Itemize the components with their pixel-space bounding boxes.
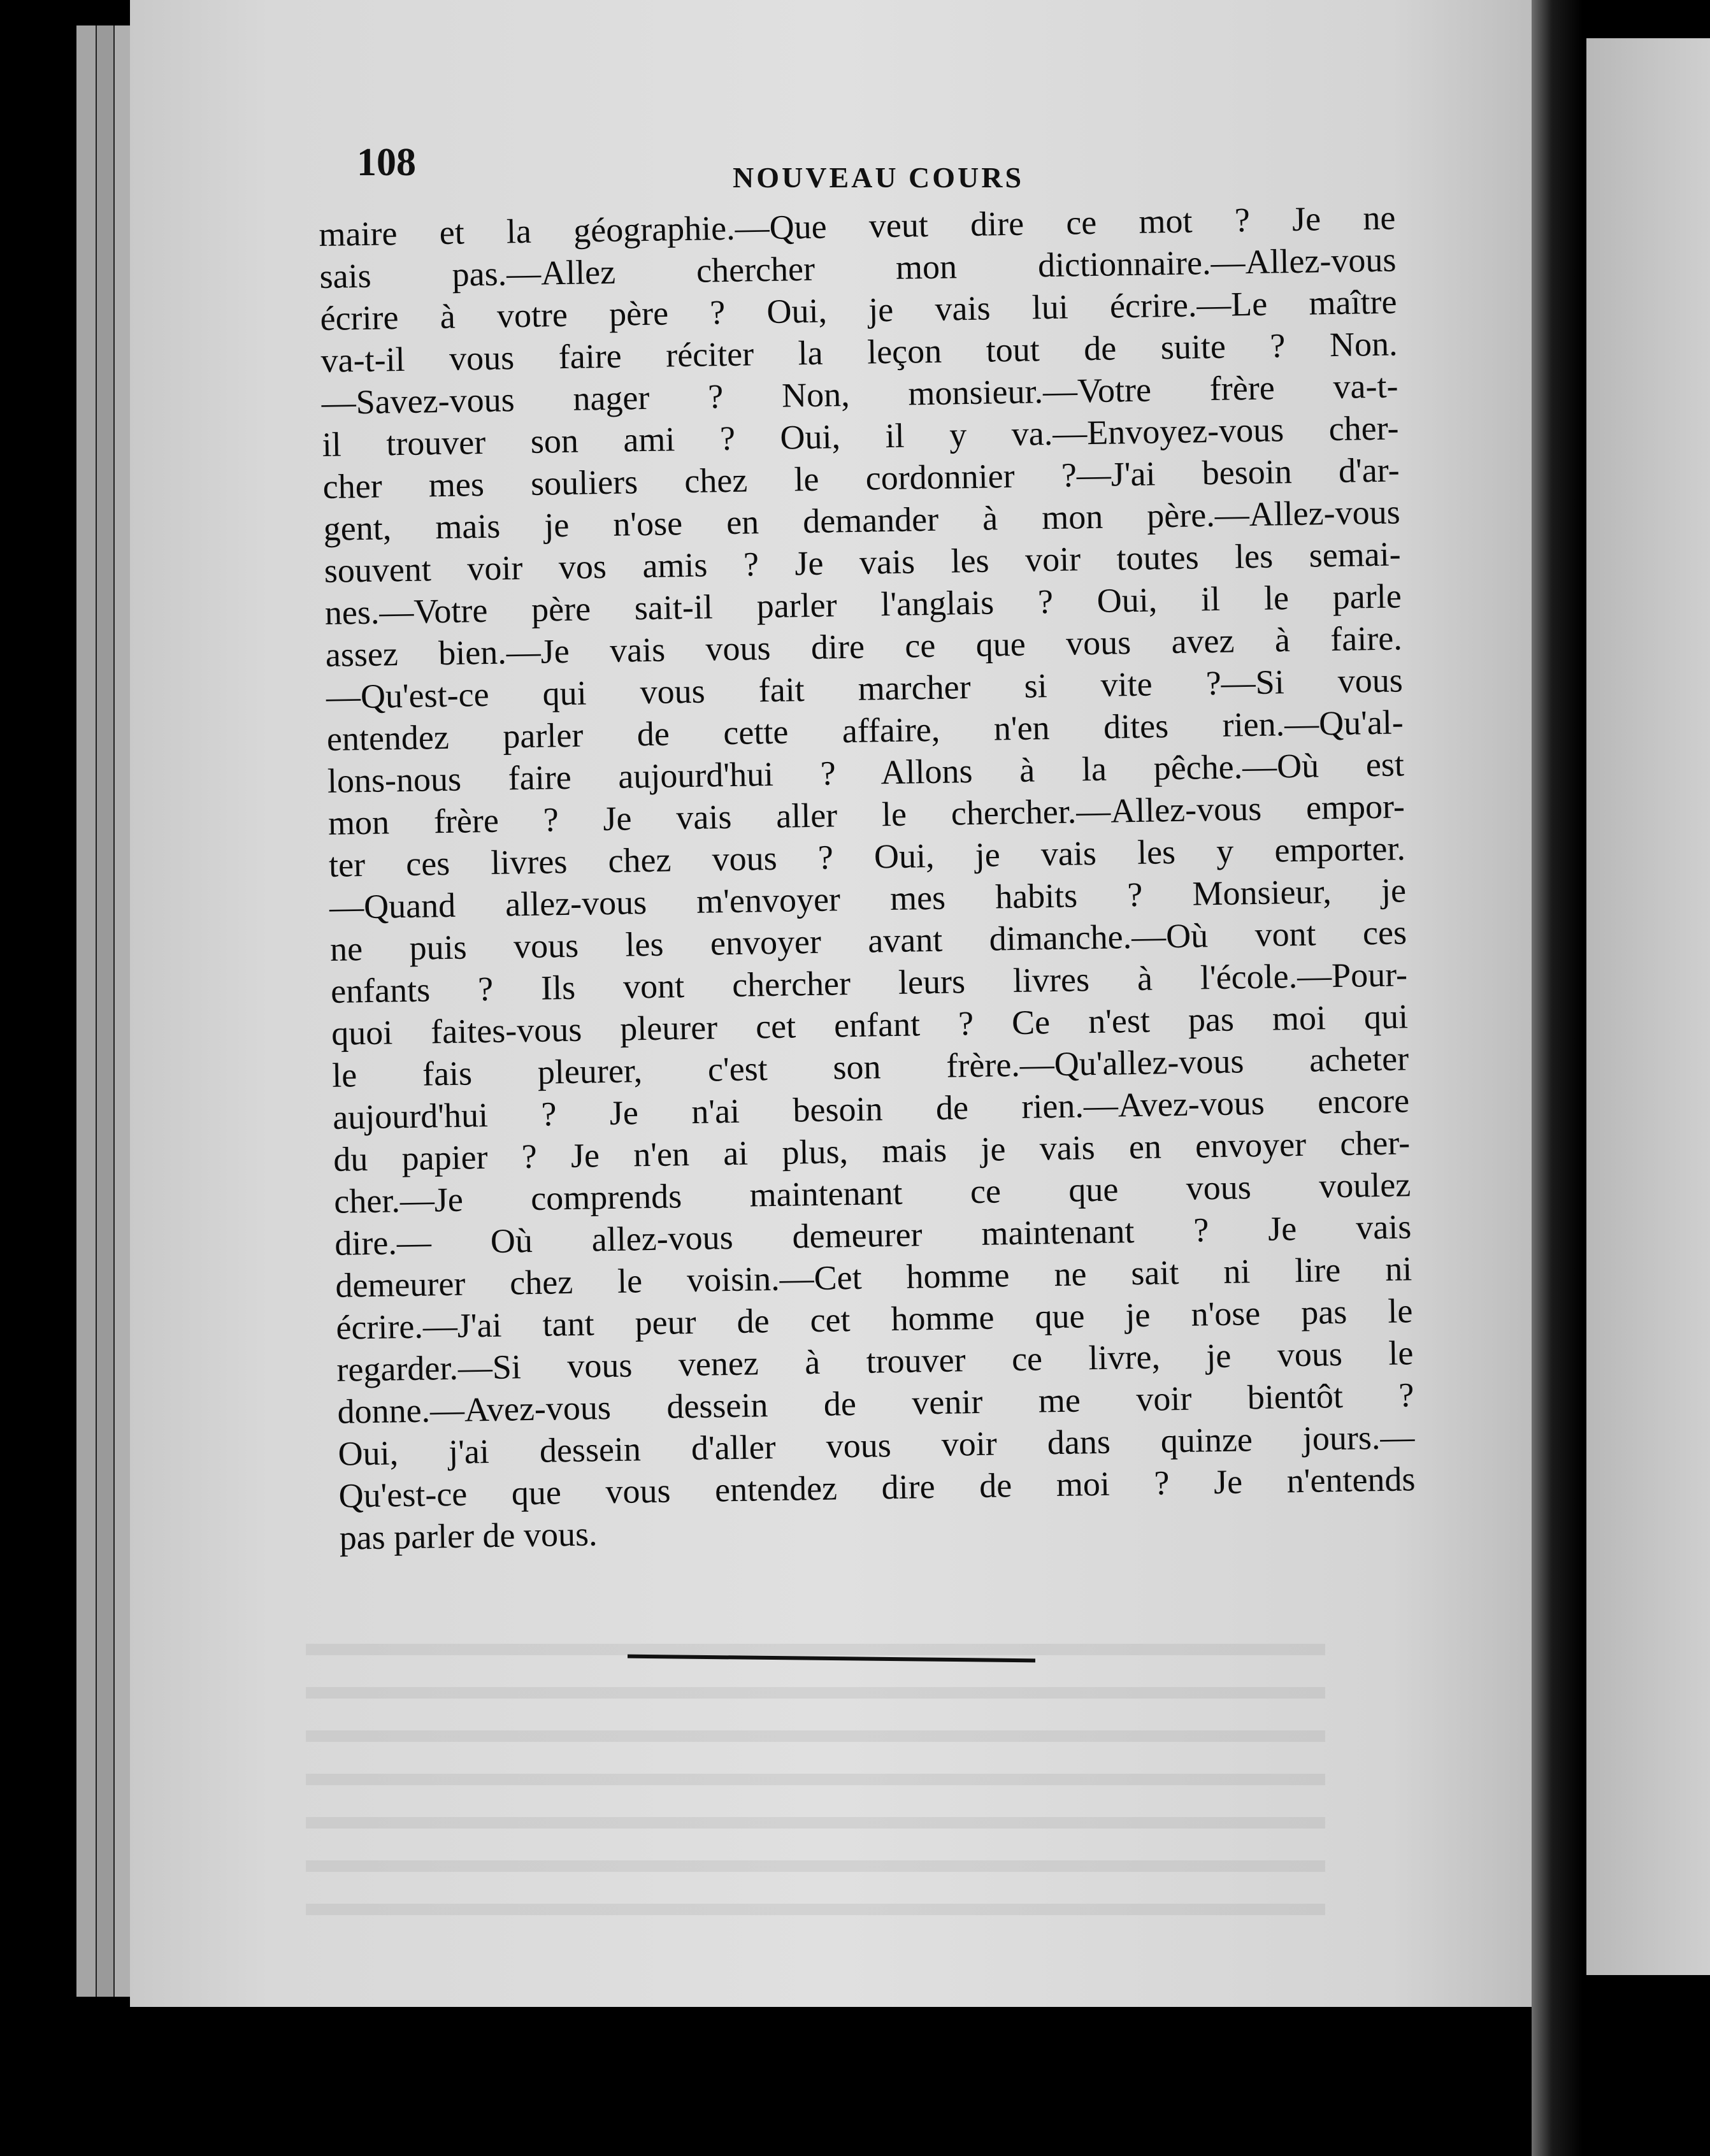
page-edge xyxy=(97,25,115,1997)
text-line: lons-nous faire aujourd'hui ? Allons à la pêche.—Où est xyxy=(327,745,1405,800)
text-line: mon frère ? Je vais aller le chercher.—Allez-vous empor- xyxy=(327,787,1405,842)
text-line: donne.—Avez-vous dessein de venir me voir bientôt ? xyxy=(337,1376,1414,1431)
text-line: cher.—Je comprends maintenant ce que vous voulez xyxy=(333,1165,1411,1221)
page-number: 108 xyxy=(357,141,416,184)
text-line: quoi faites-vous pleurer cet enfant ? Ce n'est pas moi qui xyxy=(331,997,1409,1053)
text-line: dire.— Où allez-vous demeurer maintenant ? Je vais xyxy=(334,1207,1412,1263)
text-line: écrire à votre père ? Oui, je vais lui écrire.—Le maître xyxy=(320,282,1397,338)
text-line: —Quand allez-vous m'envoyer mes habits ? Monsieur, je xyxy=(329,871,1407,926)
text-line: du papier ? Je n'en ai plus, mais je vais en envoyer cher- xyxy=(333,1123,1411,1179)
text-line: entendez parler de cette affaire, n'en dites rien.—Qu'al- xyxy=(326,703,1404,758)
text-line: gent, mais je n'ose en demander à mon père.—Allez-vous xyxy=(323,492,1401,548)
text-line: demeurer chez le voisin.—Cet homme ne sait ni lire ni xyxy=(334,1249,1412,1305)
text-line: aujourd'hui ? Je n'ai besoin de rien.—Avez-vous encore xyxy=(332,1081,1410,1137)
page-edge xyxy=(76,25,97,1997)
text-line: —Savez-vous nager ? Non, monsieur.—Votre frère va-t- xyxy=(321,366,1398,422)
page-edge xyxy=(115,25,132,1997)
text-line: pas parler de vous. xyxy=(339,1514,598,1557)
text-line: maire et la géographie.—Que veut dire ce mot ? Je ne xyxy=(319,198,1396,254)
text-line: le fais pleurer, c'est son frère.—Qu'allez-vous acheter xyxy=(331,1039,1409,1095)
text-line: Oui, j'ai dessein d'aller vous voir dans quinze jours.— xyxy=(338,1418,1415,1473)
running-title: NOUVEAU COURS xyxy=(733,161,1024,194)
text-line: il trouver son ami ? Oui, il y va.—Envoyez-vous cher- xyxy=(322,408,1399,464)
facing-page-edge xyxy=(1586,38,1710,1975)
body-text xyxy=(319,196,1416,1558)
text-line: assez bien.—Je vais vous dire ce que vous avez à faire. xyxy=(325,619,1403,674)
text-line: ter ces livres chez vous ? Oui, je vais les y emporter. xyxy=(328,829,1406,884)
text-line: souvent voir vos amis ? Je vais les voir toutes les semai- xyxy=(324,535,1402,590)
text-line: nes.—Votre père sait-il parler l'anglais ? Oui, il le parle xyxy=(324,577,1402,632)
text-line: regarder.—Si vous venez à trouver ce livre, je vous le xyxy=(336,1333,1414,1389)
text-line: va-t-il vous faire réciter la leçon tout de suite ? Non. xyxy=(320,324,1398,380)
text-line: écrire.—J'ai tant peur de cet homme que je n'ose pas le xyxy=(336,1291,1413,1347)
text-line: enfants ? Ils vont chercher leurs livres à l'école.—Pour- xyxy=(330,955,1408,1010)
text-line: ne puis vous les envoyer avant dimanche.—Où vont ces xyxy=(329,913,1407,968)
text-line: Qu'est-ce que vous entendez dire de moi ? Je n'entends xyxy=(338,1460,1416,1515)
text-line: sais pas.—Allez chercher mon dictionnaire.—Allez-vous xyxy=(319,240,1397,296)
running-head xyxy=(357,140,1453,198)
text-line: —Qu'est-ce qui vous fait marcher si vite ?—Si vous xyxy=(326,661,1404,716)
book-gutter xyxy=(1532,0,1583,2156)
text-line: cher mes souliers chez le cordonnier ?—J'ai besoin d'ar- xyxy=(322,450,1400,506)
